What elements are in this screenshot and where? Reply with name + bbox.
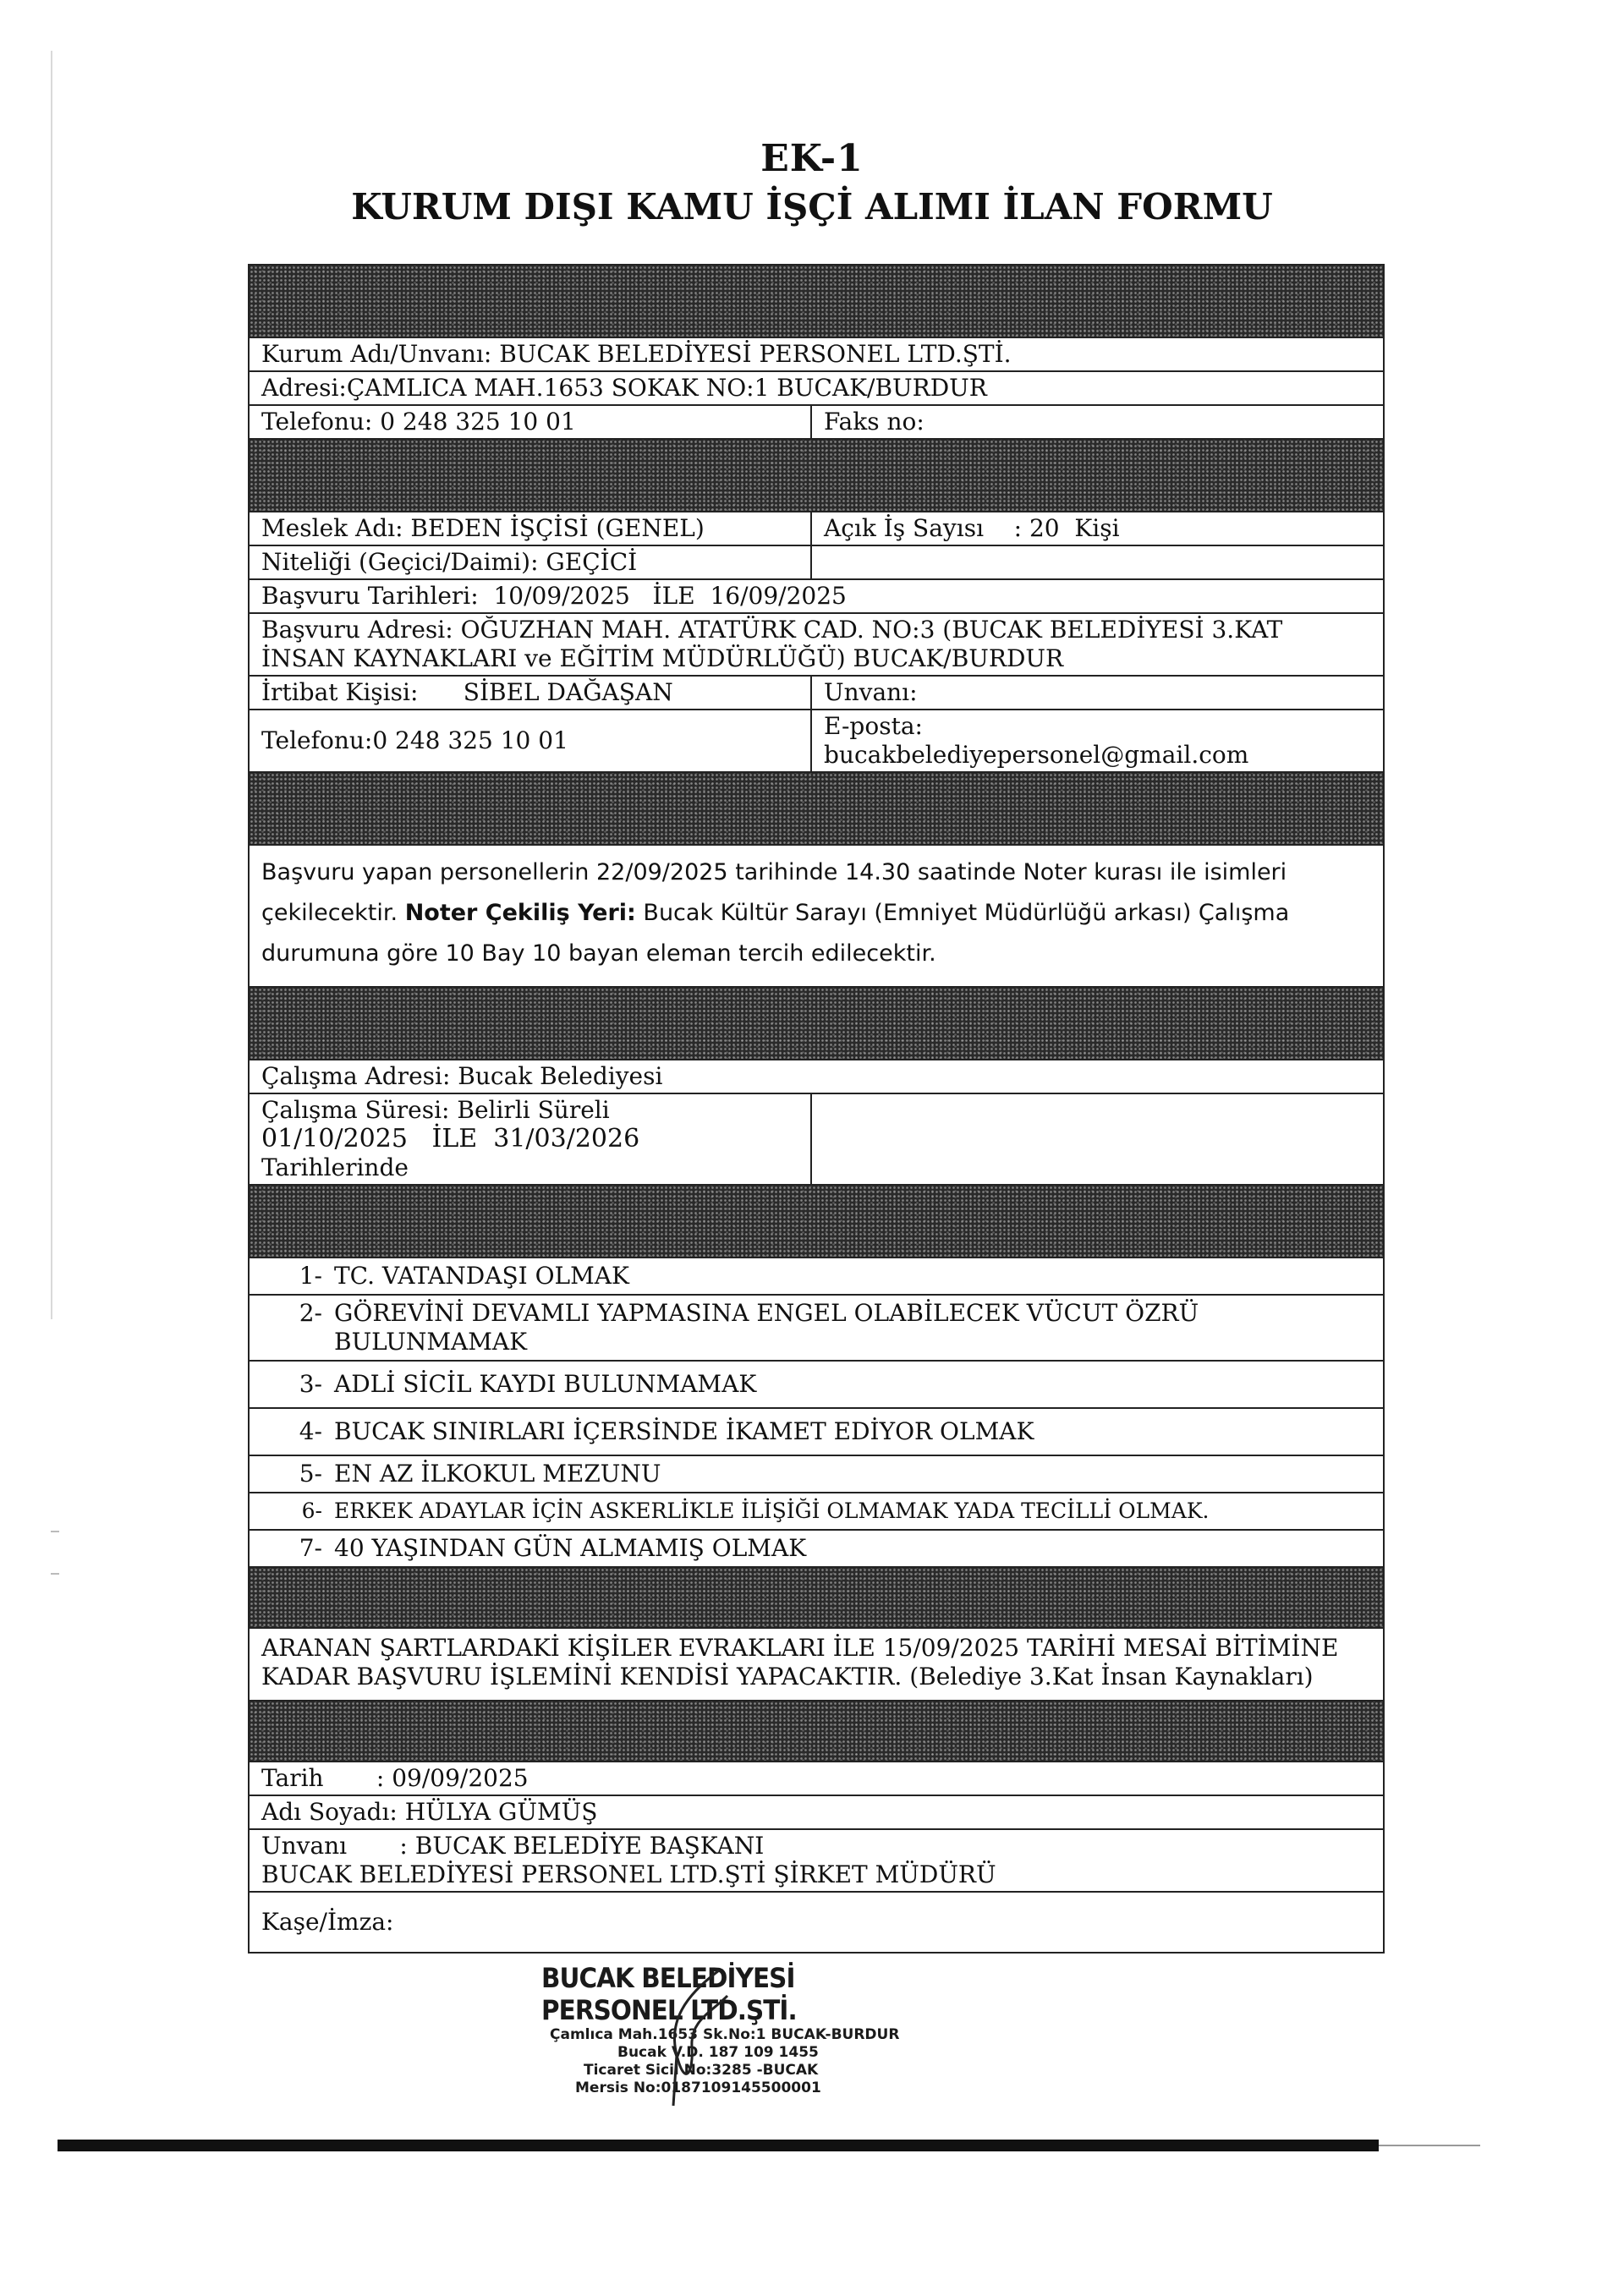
section-band-is bbox=[250, 440, 1383, 512]
eposta-label: E-posta: bbox=[824, 712, 923, 740]
meslek-adi: Meslek Adı: BEDEN İŞÇİSİ (GENEL) bbox=[250, 512, 812, 545]
application-form bbox=[248, 264, 1385, 1954]
sart-text: ERKEK ADAYLAR İÇİN ASKERLİKLE İLİŞİĞİ OLMAMAK YADA TECİLLİ OLMAK. bbox=[334, 1499, 1210, 1523]
calisma-suresi-suffix: Tarihlerinde bbox=[261, 1153, 409, 1181]
kurum-faks: Faks no: bbox=[824, 408, 924, 436]
stamp-line: Çamlıca Mah.1653 Sk.No:1 BUCAK-BURDUR bbox=[550, 2026, 900, 2043]
stamp-line: Mersis No:0187109145500001 bbox=[575, 2080, 821, 2096]
sart-item bbox=[250, 1258, 1383, 1296]
sart-text: BUCAK SINIRLARI İÇERSİNDE İKAMET EDİYOR OLMAK bbox=[334, 1417, 1034, 1445]
sart-num: 7- bbox=[299, 1534, 322, 1562]
onay-tarih: Tarih : 09/09/2025 bbox=[261, 1764, 529, 1792]
acik-is-sayisi: Açık İş Sayısı : 20 Kişi bbox=[824, 514, 1120, 542]
sart-item bbox=[250, 1493, 1383, 1531]
document-subtitle: KURUM DIŞI KAMU İŞÇİ ALIMI İLAN FORMU bbox=[351, 186, 1273, 227]
stamp-title: BUCAK BELEDİYESİ PERSONEL LTD.ŞTİ. bbox=[541, 1962, 797, 2026]
sart-num: 2- bbox=[299, 1299, 322, 1327]
kurum-adi: Kurum Adı/Unvanı: BUCAK BELEDİYESİ PERSONEL LTD.ŞTİ. bbox=[261, 340, 1012, 368]
scan-mark bbox=[51, 1573, 59, 1575]
sart-item bbox=[250, 1531, 1383, 1568]
sart-text: ADLİ SİCİL KAYDI BULUNMAMAK bbox=[334, 1370, 757, 1398]
kurum-adres: Adresi:ÇAMLICA MAH.1653 SOKAK NO:1 BUCAK/BURDUR bbox=[261, 374, 987, 402]
section-band-secim bbox=[250, 773, 1383, 846]
section-band-onay bbox=[250, 1701, 1383, 1762]
stamp-line: Ticaret Sicil No:3285 -BUCAK bbox=[584, 2062, 819, 2079]
sart-text: 40 YAŞINDAN GÜN ALMAMIŞ OLMAK bbox=[334, 1534, 807, 1562]
document-title: EK-1 bbox=[760, 137, 864, 180]
basvuru-tarihleri: Başvuru Tarihleri: 10/09/2025 İLE 16/09/2025 bbox=[261, 582, 847, 610]
onay-kase-imza: Kaşe/İmza: bbox=[261, 1908, 394, 1936]
secim-bold: Noter Çekiliş Yeri: bbox=[404, 900, 636, 926]
niteligi-empty bbox=[812, 546, 1383, 578]
calisma-suresi bbox=[250, 1094, 812, 1184]
calisma-suresi-empty bbox=[812, 1094, 1383, 1184]
onay-adi-soyadi: Adı Soyadı: HÜLYA GÜMÜŞ bbox=[261, 1798, 598, 1826]
footer-rule-thin bbox=[1379, 2145, 1480, 2146]
sart-text: TC. VATANDAŞI OLMAK bbox=[334, 1262, 629, 1290]
onay-unvan-1: Unvanı : BUCAK BELEDİYE BAŞKANI bbox=[261, 1832, 765, 1860]
kurum-telefon: Telefonu: 0 248 325 10 01 bbox=[250, 406, 812, 438]
calisma-suresi-label: Çalışma Süresi: Belirli Süreli bbox=[261, 1096, 610, 1124]
sart-item bbox=[250, 1456, 1383, 1493]
document-header bbox=[0, 135, 1624, 232]
secim-text-2: Bucak Kültür Sarayı (Emniyet Müdürlüğü arkası) Çalışma durumuna göre 10 Bay 10 bayan eleman tercih edilecektir. bbox=[261, 900, 1290, 967]
scan-mark bbox=[51, 1531, 59, 1532]
stamp-line: Bucak V.D. 187 109 1455 bbox=[617, 2044, 819, 2061]
secim-aciklama bbox=[250, 846, 1383, 986]
sart-num: 4- bbox=[299, 1417, 322, 1445]
section-band-calisma bbox=[250, 988, 1383, 1060]
company-stamp bbox=[541, 1962, 930, 2114]
sart-item bbox=[250, 1362, 1383, 1409]
signature-mark bbox=[592, 1962, 795, 2114]
footer-rule bbox=[58, 2140, 1379, 2151]
eposta-cell bbox=[812, 710, 1383, 771]
irtibat-kisisi: İrtibat Kişisi: SİBEL DAĞAŞAN bbox=[250, 677, 812, 709]
basvuru-adresi: Başvuru Adresi: OĞUZHAN MAH. ATATÜRK CAD. NO:3 (BUCAK BELEDİYESİ 3.KAT İNSAN KAYNAKLARI ve EĞİTİM MÜDÜRLÜĞÜ) BUCAK/BURDUR bbox=[261, 616, 1283, 672]
niteligi: Niteliği (Geçici/Daimi): GEÇİCİ bbox=[250, 546, 812, 578]
sart-num: 3- bbox=[299, 1370, 322, 1398]
eposta-address: bucakbelediyepersonel@gmail.com bbox=[824, 741, 1249, 769]
calisma-suresi-dates: 01/10/2025 İLE 31/03/2026 bbox=[261, 1124, 640, 1153]
sart-num: 1- bbox=[299, 1262, 322, 1290]
sart-text: GÖREVİNİ DEVAMLI YAPMASINA ENGEL OLABİLECEK VÜCUT ÖZRÜ BULUNMAMAK bbox=[334, 1299, 1199, 1356]
onay-unvan-2: BUCAK BELEDİYESİ PERSONEL LTD.ŞTİ ŞİRKET MÜDÜRÜ bbox=[261, 1860, 996, 1888]
section-band-kurum bbox=[250, 266, 1383, 338]
scan-edge-line bbox=[51, 51, 52, 1319]
irtibat-telefon: Telefonu:0 248 325 10 01 bbox=[250, 710, 812, 771]
sart-text: EN AZ İLKOKUL MEZUNU bbox=[334, 1460, 661, 1488]
section-band-sartlar bbox=[250, 1186, 1383, 1258]
irtibat-unvan: Unvanı: bbox=[824, 678, 918, 706]
sart-num: 5- bbox=[299, 1460, 322, 1488]
secim-text-1: Başvuru yapan personellerin 22/09/2025 tarihinde 14.30 saatinde Noter kurası ile isimleri çekilecektir. bbox=[261, 859, 1287, 926]
section-band-belgeler bbox=[250, 1568, 1383, 1629]
onay-unvan bbox=[250, 1830, 1383, 1891]
sart-num: 6- bbox=[301, 1499, 322, 1523]
sart-item bbox=[250, 1296, 1383, 1362]
sart-item bbox=[250, 1409, 1383, 1456]
belgeler-aciklama: ARANAN ŞARTLARDAKİ KİŞİLER EVRAKLARI İLE 15/09/2025 TARİHİ MESAİ BİTİMİNE KADAR BAŞVURU İŞLEMİNİ KENDİSİ YAPACAKTIR. (Belediye 3.Kat İnsan Kaynakları) bbox=[261, 1634, 1339, 1690]
calisma-adresi: Çalışma Adresi: Bucak Belediyesi bbox=[261, 1062, 663, 1090]
